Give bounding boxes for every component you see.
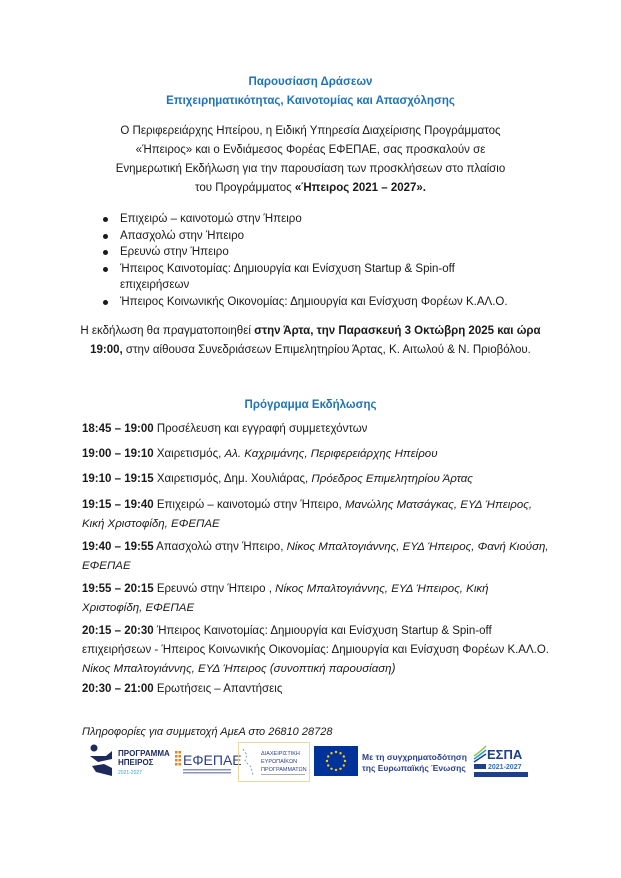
schedule-text: Ήπειρος Καινοτομίας: Δημιουργία και Ενίσχυση Startup & Spin-off επιχειρήσεων - Ήπειρος Κοινωνικής Οικονομίας: Δημιουργία και Ενίσχυση Φορέων Κ.ΑΛ.Ο. <box>82 625 549 656</box>
eu-cofunding-text <box>362 742 467 782</box>
eu-star-icon <box>339 768 341 770</box>
bullet-icon <box>103 234 108 239</box>
actions-list <box>100 211 560 310</box>
intro-line-1: Ο Περιφερειάρχης Ηπείρου, η Ειδική Υπηρεσία Διαχείρισης Προγράμματος <box>120 125 501 137</box>
eu-flag-icon <box>314 746 358 778</box>
intro-paragraph <box>70 122 551 198</box>
svg-text:ΠΡΟΓΡΑΜΜΑΤΩΝ: ΠΡΟΓΡΑΜΜΑΤΩΝ <box>261 767 307 773</box>
program-name: «Ήπειρος 2021 – 2027». <box>294 182 426 194</box>
schedule-time: 18:45 – 19:00 <box>82 423 154 435</box>
eu-star-icon <box>327 764 329 766</box>
svg-text:ΔΙΑΧΕΙΡΙΣΤΙΚΗ: ΔΙΑΧΕΙΡΙΣΤΙΚΗ <box>261 751 300 757</box>
svg-text:2021-2027: 2021-2027 <box>488 764 522 771</box>
programma-ipeiros-logo <box>88 742 170 782</box>
schedule-time: 20:30 – 21:00 <box>82 683 154 695</box>
schedule-item <box>82 622 552 679</box>
eu-star-icon <box>330 768 332 770</box>
intro-line-3: Ενημερωτική Εκδήλωση για την παρουσίαση των προσκλήσεων στο πλαίσιο <box>115 163 506 175</box>
list-item-text: Ερευνώ στην Ήπειρο <box>120 246 229 258</box>
eu-cofunding-line-2: της Ευρωπαϊκής Ένωσης <box>362 763 466 773</box>
list-item <box>100 294 560 311</box>
venue-paragraph <box>80 322 541 360</box>
eu-star-icon <box>327 755 329 757</box>
schedule-speaker: Νίκος Μπαλτογιάννης, ΕΥΔ Ήπειρος, Φανή Κιούση, ΕΦΕΠΑΕ <box>82 541 549 572</box>
schedule-text: Απασχολώ στην Ήπειρο, <box>153 541 287 553</box>
schedule-speaker: Αλ. Καχριμάνης, Περιφερειάρχης Ηπείρου <box>224 448 438 460</box>
program-title: Πρόγραμμα Εκδήλωσης <box>244 399 377 411</box>
schedule-time: 19:40 – 19:55 <box>82 541 154 553</box>
schedule-item <box>82 420 552 439</box>
eu-cofunding-line-1: Με τη συγχρηματοδότηση <box>362 752 467 762</box>
schedule-time: 19:55 – 20:15 <box>82 583 154 595</box>
list-item <box>100 228 560 245</box>
schedule-item <box>82 538 552 576</box>
list-item <box>100 211 560 228</box>
svg-text:ΕΣΠΑ: ΕΣΠΑ <box>487 747 523 762</box>
eu-star-icon <box>343 764 345 766</box>
eu-star-icon <box>326 760 328 762</box>
list-item-text: Επιχειρώ – καινοτομώ στην Ήπειρο <box>120 213 302 225</box>
ydep-logo-icon <box>239 743 309 781</box>
efepae-logo <box>174 742 242 782</box>
svg-text:ΗΠΕΙΡΟΣ: ΗΠΕΙΡΟΣ <box>118 758 154 767</box>
eu-flag <box>314 742 358 782</box>
eu-star-icon <box>343 755 345 757</box>
list-item-text: Ήπειρος Κοινωνικής Οικονομίας: Δημιουργία και Ενίσχυση Φορέων Κ.ΑΛ.Ο. <box>120 295 508 308</box>
schedule-text: Επιχειρώ – καινοτομώ στην Ήπειρο, <box>153 499 345 511</box>
list-item-text: Απασχολώ στην Ήπειρο <box>120 229 245 242</box>
schedule-time: 20:15 – 20:30 <box>82 625 154 637</box>
schedule-text: Ερωτήσεις – Απαντήσεις <box>153 683 283 695</box>
eu-star-icon <box>335 751 337 753</box>
title-line-2: Επιχειρηματικότητας, Καινοτομίας και Απασχόλησης <box>166 95 455 107</box>
eu-star-icon <box>339 752 341 754</box>
schedule-item <box>82 580 552 618</box>
schedule-item <box>82 445 552 464</box>
venue-text: Η εκδήλωση θα πραγματοποιηθεί <box>80 325 255 337</box>
schedule-speaker: Πρόεδρος Επιμελητηρίου Άρτας <box>311 473 473 485</box>
schedule-speaker: Νίκος Μπαλτογιάννης, ΕΥΔ Ήπειρος, Κική Χριστοφίδη, ΕΦΕΠΑΕ <box>82 583 489 614</box>
title-line-1: Παρουσίαση Δράσεων <box>248 76 373 88</box>
bullet-icon <box>103 217 108 222</box>
bullet-icon <box>103 267 108 272</box>
bullet-icon <box>103 300 108 305</box>
eu-star-icon <box>335 769 337 771</box>
accessibility-info: Πληροφορίες για συμμετοχή ΑμεΑ στο 26810 28728 <box>82 726 333 738</box>
eu-star-icon <box>330 752 332 754</box>
espa-logo-icon <box>472 742 534 782</box>
schedule-speaker: Μανώλης Ματσάγκας, ΕΥΔ Ήπειρος, Κική Χριστοφίδη, ΕΦΕΠΑΕ <box>82 499 533 530</box>
schedule-time: 19:00 – 19:10 <box>82 448 154 460</box>
efepae-logo-icon <box>174 742 242 782</box>
intro-line-2: «Ήπειρος» και ο Ενδιάμεσος Φορέας ΕΦΕΠΑΕ, σας προσκαλούν σε <box>135 144 486 156</box>
espa-logo <box>472 742 534 782</box>
programma-logo-icon <box>88 742 170 782</box>
schedule-text: Ερευνώ στην Ήπειρο , <box>153 583 276 595</box>
svg-text:2021-2027: 2021-2027 <box>118 770 142 776</box>
intro-line-4-text: του Προγράμματος <box>195 182 295 194</box>
svg-text:ΕΥΡΩΠΑΪΚΩΝ: ΕΥΡΩΠΑΪΚΩΝ <box>261 759 298 765</box>
schedule-speaker: Νίκος Μπαλτογιάννης, ΕΥΔ Ήπειρος (συνοπτική παρουσίαση) <box>82 663 396 675</box>
schedule-text: Προσέλευση και εγγραφή συμμετεχόντων <box>153 423 368 435</box>
schedule-item <box>82 496 552 534</box>
svg-text:ΕΦΕΠΑΕ: ΕΦΕΠΑΕ <box>183 752 242 768</box>
schedule-text: Χαιρετισμός, <box>153 448 225 460</box>
list-item <box>100 244 560 261</box>
schedule-item <box>82 680 552 699</box>
schedule-item <box>82 470 552 489</box>
svg-text:ΠΡΟΓΡΑΜΜΑ: ΠΡΟΓΡΑΜΜΑ <box>118 749 170 758</box>
intro-line-4 <box>70 179 551 198</box>
schedule-text: Χαιρετισμός, Δημ. Χουλιάρας, <box>153 473 312 485</box>
list-item-text: Ήπειρος Καινοτομίας: Δημιουργία και Ενίσχυση Startup & Spin-off επιχειρήσεων <box>120 262 455 291</box>
bullet-icon <box>103 250 108 255</box>
schedule-time: 19:10 – 19:15 <box>82 473 154 485</box>
schedule-time: 19:15 – 19:40 <box>82 499 154 511</box>
venue-date: στην Άρτα, την Παρασκευή 3 Οκτώβρη 2025 και ώρα 19:00, <box>90 325 541 356</box>
ydep-logo <box>238 742 310 782</box>
eu-star-icon <box>344 760 346 762</box>
list-item <box>100 261 560 294</box>
venue-location: στην αίθουσα Συνεδριάσεων Επιμελητηρίου Άρτας, Κ. Αιτωλού & Ν. Πριοβόλου. <box>122 344 531 356</box>
